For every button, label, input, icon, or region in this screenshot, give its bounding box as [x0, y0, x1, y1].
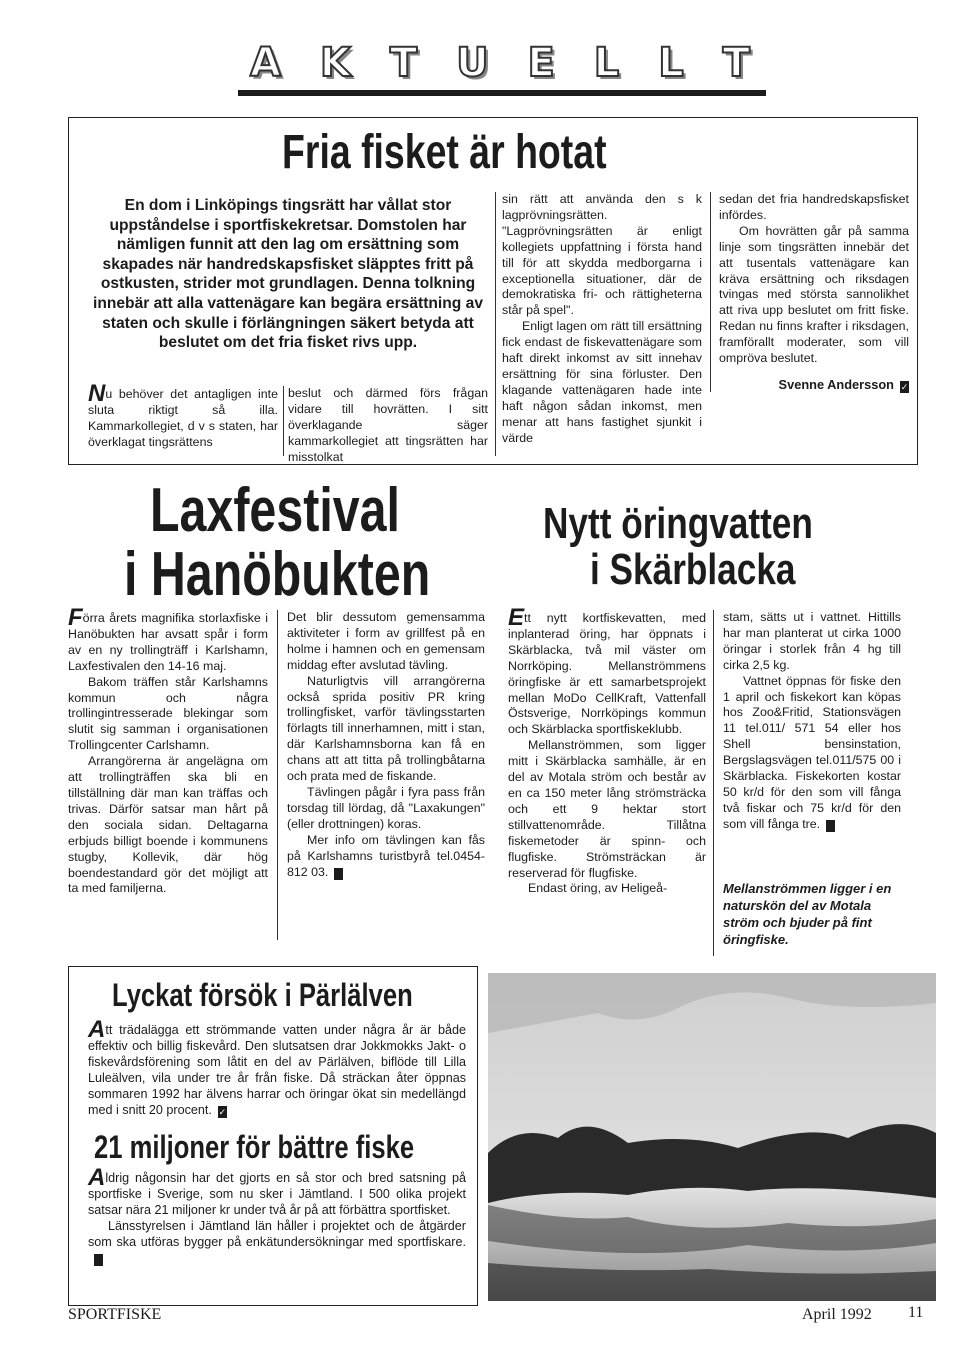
footer-magazine: SPORTFISKE: [68, 1306, 162, 1323]
masthead: [250, 40, 750, 86]
text-column: sin rätt att använda den s k lagprövningsrätten. "Lagprövningsrätten är enligt kollegiets uppfattning i första hand till för att skydda medborgarna i exceptionella situationer, där de demokratiska fri- och rättigheterna står på spel". Enligt lagen om rätt till ersättning fick endast de fiskevattenägare som haft direkt inkomst av sitt innehav ersättning för sina förluster. Den klagande vattenägaren hade inte haft någon sådan inkomst, men menar att hans fastighet sjunkit i värde: [502, 192, 702, 445]
page-number: 11: [908, 1304, 924, 1321]
column-divider: [495, 192, 496, 456]
masthead-letter: K: [319, 40, 351, 86]
masthead-letter: T: [389, 40, 418, 86]
end-mark-icon: ✓: [94, 1254, 103, 1266]
text-column: beslut och därmed förs frågan vidare till hovrätten. I sitt överklagande säger kammarkollegiet att tingsrätten har misstolkat: [288, 386, 488, 464]
article-title: i Hanöbukten: [124, 540, 431, 609]
column-divider: [710, 192, 711, 392]
column-divider: [713, 610, 714, 956]
masthead-letter: A: [250, 40, 281, 86]
article-body: Aldrig någonsin har det gjorts en så stor och bred satsning på sportfiske i Sverige, som nu sker i Jämtland. I 500 olika projekt satsar nära 21 miljoner kr under två år på att förbättra sportfisket. Länsstyrelsen i Jämtland län håller i projektet och de åtgärder som ska utföras bygger på enkätundersökningar med sportfiskare.✓: [88, 1164, 466, 1265]
masthead-letter: L: [658, 40, 684, 86]
column-divider: [283, 386, 284, 456]
footer-issue: April 1992: [802, 1306, 872, 1323]
masthead-rule: [238, 90, 766, 96]
text-column: Det blir dessutom gemensamma aktiviteter i form av grillfest på en holme i hamnen och en gemensam middag efter avslutad tävling. Naturligtvis vill arrangörerna också sprida positiv PR kring trollingfisket, varför tävlingsstarten förlagts till innerhamnen, mitt i stan, där Karlshamnsborna kan få en chans att att titta på trollingbåtarna och prata med de fiskande. Tävlingen pågår i fyra pass från torsdag till lördag, då "Laxakungen" (eller drottningen) koras. Mer info om tävlingen kan fås på Karlshamns turistbyrå tel.0454-812 03. ✓: [287, 610, 485, 879]
article-title: 21 miljoner för bättre fiske: [94, 1129, 415, 1165]
drop-cap: E: [508, 604, 525, 631]
drop-cap: F: [68, 604, 83, 631]
text-column: sedan det fria handredskapsfisket infördes. Om hovrätten går på samma linje som tingsrätten innebär det att tusentals vattenägare kan kräva ersättning och riksdagen tvingas med största sannolikhet att riva upp beslutet om fritt fiske. Redan nu finns krafter i riksdagen, framförallt moderater, som vill ompröva beslutet. Svenne Andersson ✓: [719, 192, 909, 392]
masthead-letter: E: [527, 40, 555, 86]
text-column: Ett nytt kortfiskevatten, med inplanterad öring, har öppnats i Skärblacka, två mil väster om Norrköping. Mellanströmmens öringfiske är ett samarbetsprojekt mellan MoDo CellKraft, Vattenfall Östsverige, Norrköpings kommun och Skärblacka sportfiskeklubb. Mellanströmmen, som ligger mitt i Skärblacka samhälle, är en del av Motala ström och består av en ca 150 meter lång strömsträcka och ett 9 hektar stort stillvattenområde. Tillåtna fiskemetoder är spinn- och flugfiske. Strömsträckan är reserverad för flugfiske. Endast öring, av Heligeå-: [508, 604, 706, 896]
text-column: Nu behöver det antagligen inte sluta riktigt så illa. Kammarkollegiet, d v s staten, har överklagat tingsrättens: [88, 380, 278, 449]
column-divider: [277, 610, 278, 940]
article-title: i Skärblacka: [590, 545, 796, 594]
author-byline: Svenne Andersson: [778, 376, 894, 392]
end-mark-icon: ✓: [900, 381, 909, 392]
photo-caption: Mellanströmmen ligger i en naturskön del av Motala ström och bjuder på fint öringfiske.: [723, 881, 892, 947]
lead-paragraph: En dom i Linköpings tingsrätt har vållat stor uppståndelse i sportfiskekretsar. Domstolen har nämligen funnit att den lag om ersättning som skapades när handredskapsfisket släpptes fritt på ostkusten, strider mot grundlagen. Denna tolkning innebär att alla vattenägare kan begära ersättning av staten och skulle i förlängningen säkert betyda att beslutet om det fria fisket rivs upp.: [93, 197, 483, 352]
article-body: Att trädalägga ett strömmande vatten under några år är både effektiv och billig fiskevård. Den slutsatsen drar Jokkmokks Jakt- o fiskevårdsförening som låtit en del av Pärlälven, biflöde till Lilla Luleälven, vila under tre år från fiske. Då sträckan åter öppnas sommaren 1992 har älvens harrar och öringar ökat sin medellängd med i snitt 20 procent. ✓: [88, 1016, 466, 1117]
article-title: Lyckat försök i Pärlälven: [112, 977, 413, 1013]
text-column: stam, sätts ut i vattnet. Hittills har man planterat ut cirka 1000 öringar i storlek från 4 hg till cirka 2,5 kg. Vattnet öppnas för fiske den 1 april och fiskekort kan köpas hos Zoo&Fritid, Stationsvägen 11 tel.011/ 571 54 eller hos Shell bensinstation, Bergslagsvägen tel.011/575 00 i Skärblacka. Fiskekorten kostar 50 kr/d för den som vill fånga två fiskar och 75 kr/d för den som vill fånga tre. ✓: [723, 610, 901, 831]
drop-cap: N: [88, 380, 106, 407]
river-photo-image: [488, 973, 936, 1301]
masthead-letter: L: [593, 40, 620, 86]
text-column: Förra årets magnifika storlaxfiske i Hanöbukten har avsatt spår i form av en ny trollingträff i Karlshamn, Laxfestivalen den 14-16 maj. Bakom träffen står Karlshamns kommun och några trollingintresserade blekingar som slutit sig samman i organisationen Trollingcenter Carlshamn. Arrangörerna är angelägna om att trollingträffen ska bli en tillställning där man kan träffas och trivas. Därför satsar man hårt på den sociala sidan. Deltagarna erbjuds billigt boende i kommunens stugby, Kollevik, där hög boendestandard gör det möjligt att ta med familjerna.: [68, 604, 268, 896]
end-mark-icon: ✓: [218, 1107, 227, 1117]
article-title: Laxfestival: [150, 476, 401, 545]
end-mark-icon: ✓: [826, 820, 835, 832]
end-mark-icon: ✓: [334, 868, 343, 880]
river-photo: [488, 973, 936, 1301]
drop-cap: A: [88, 1164, 106, 1191]
article-title: Nytt öringvatten: [543, 499, 813, 548]
drop-cap: A: [88, 1016, 106, 1043]
masthead-letter: T: [722, 40, 750, 86]
masthead-letter: U: [456, 40, 489, 86]
article-title: Fria fisket är hotat: [282, 126, 607, 179]
